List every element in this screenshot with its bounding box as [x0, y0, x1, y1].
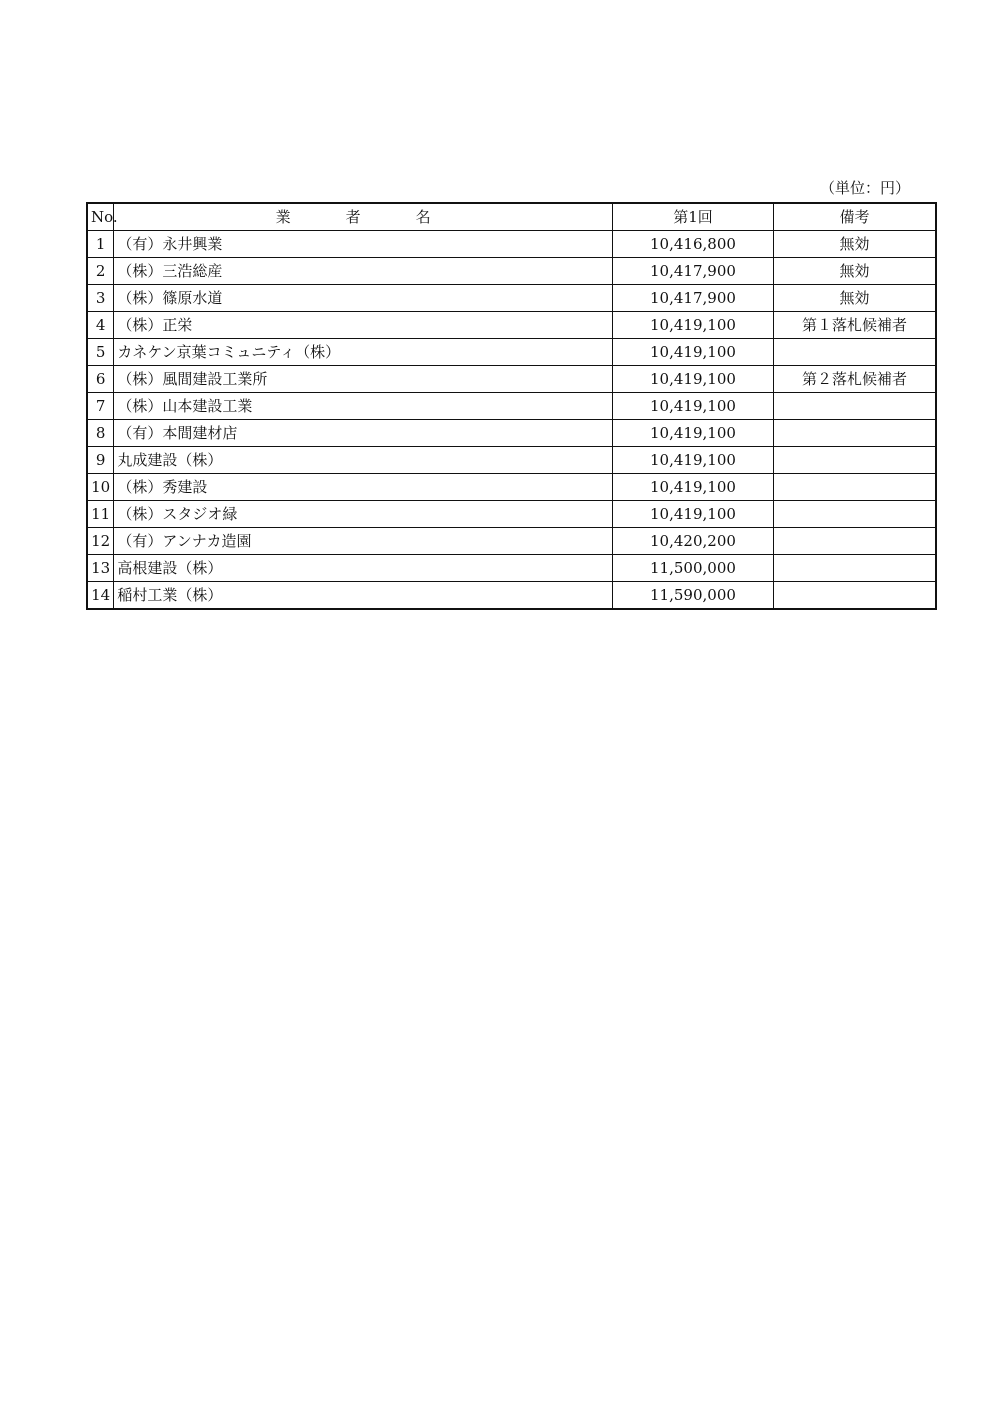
remarks: [774, 501, 936, 528]
company-name: （有）本間建材店: [114, 420, 612, 447]
row-number: 14: [87, 582, 114, 610]
bid-amount: 10,420,200: [612, 528, 773, 555]
row-number: 8: [87, 420, 114, 447]
company-name: 高根建設（株）: [114, 555, 612, 582]
remarks: [774, 582, 936, 610]
remarks: [774, 393, 936, 420]
row-number: 13: [87, 555, 114, 582]
row-number: 10: [87, 474, 114, 501]
company-name: （株）正栄: [114, 312, 612, 339]
table-row: [87, 501, 936, 528]
bid-amount: 10,419,100: [612, 501, 773, 528]
table-row: [87, 420, 936, 447]
company-name: （有）永井興業: [114, 231, 612, 258]
company-name: 丸成建設（株）: [114, 447, 612, 474]
remarks: [774, 447, 936, 474]
table-row: [87, 231, 936, 258]
table-row: [87, 447, 936, 474]
remarks: 第２落札候補者: [774, 366, 936, 393]
company-name: 稲村工業（株）: [114, 582, 612, 610]
bid-amount: 10,419,100: [612, 393, 773, 420]
bid-amount: 11,500,000: [612, 555, 773, 582]
unit-label: （単位：円）: [820, 179, 911, 197]
remarks: [774, 555, 936, 582]
company-name: （株）風間建設工業所: [114, 366, 612, 393]
company-name: （株）篠原水道: [114, 285, 612, 312]
header-remarks: 備考: [774, 203, 936, 231]
remarks: 無効: [774, 285, 936, 312]
bid-amount: 11,590,000: [612, 582, 773, 610]
table-row: [87, 582, 936, 610]
row-number: 1: [87, 231, 114, 258]
row-number: 7: [87, 393, 114, 420]
row-number: 11: [87, 501, 114, 528]
row-number: 6: [87, 366, 114, 393]
table-row: [87, 258, 936, 285]
bid-amount: 10,417,900: [612, 258, 773, 285]
bid-amount: 10,419,100: [612, 447, 773, 474]
table-body: [87, 231, 936, 610]
row-number: 2: [87, 258, 114, 285]
company-name: カネケン京葉コミュニティ（株）: [114, 339, 612, 366]
row-number: 9: [87, 447, 114, 474]
remarks: 第１落札候補者: [774, 312, 936, 339]
bid-results-table: [86, 202, 937, 610]
company-name: （株）三浩総産: [114, 258, 612, 285]
row-number: 5: [87, 339, 114, 366]
remarks: [774, 420, 936, 447]
table-row: [87, 285, 936, 312]
header-company-name: 業 者 名: [114, 203, 612, 231]
bid-amount: 10,419,100: [612, 420, 773, 447]
remarks: [774, 528, 936, 555]
table-row: [87, 555, 936, 582]
table-row: [87, 366, 936, 393]
table-row: [87, 474, 936, 501]
table-row: [87, 339, 936, 366]
table-row: [87, 393, 936, 420]
bid-amount: 10,419,100: [612, 366, 773, 393]
table-row: [87, 312, 936, 339]
bid-amount: 10,419,100: [612, 474, 773, 501]
bid-amount: 10,419,100: [612, 339, 773, 366]
bid-amount: 10,419,100: [612, 312, 773, 339]
company-name: （有）アンナカ造園: [114, 528, 612, 555]
remarks: [774, 339, 936, 366]
remarks: [774, 474, 936, 501]
remarks: 無効: [774, 258, 936, 285]
row-number: 12: [87, 528, 114, 555]
remarks: 無効: [774, 231, 936, 258]
table-header-row: [87, 203, 936, 231]
header-round-1: 第1回: [612, 203, 773, 231]
header-no: No.: [87, 203, 114, 231]
bid-amount: 10,417,900: [612, 285, 773, 312]
company-name: （株）山本建設工業: [114, 393, 612, 420]
row-number: 4: [87, 312, 114, 339]
table-row: [87, 528, 936, 555]
company-name: （株）秀建設: [114, 474, 612, 501]
company-name: （株）スタジオ緑: [114, 501, 612, 528]
row-number: 3: [87, 285, 114, 312]
bid-amount: 10,416,800: [612, 231, 773, 258]
